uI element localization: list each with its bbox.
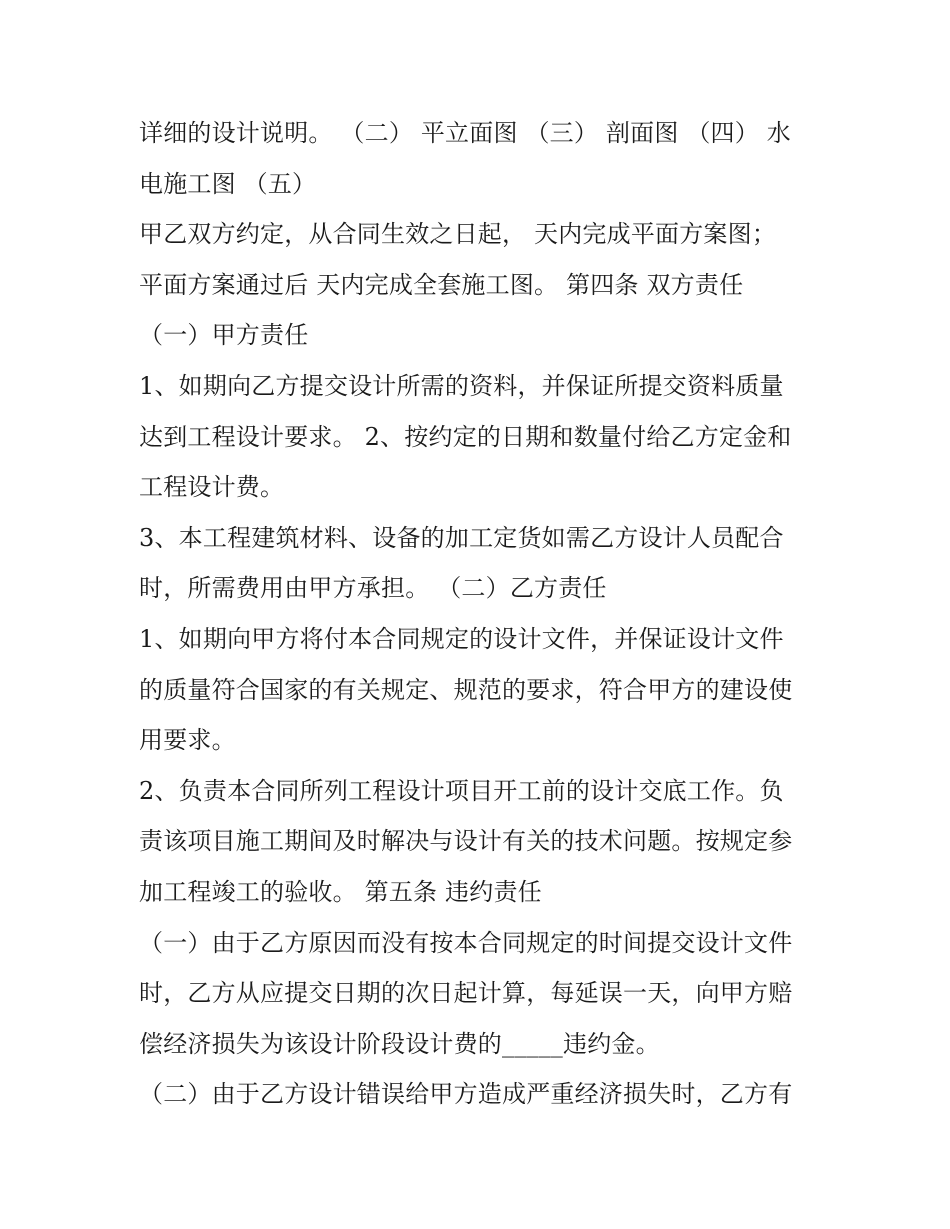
document-body — [139, 108, 829, 1120]
text-line: （二）由于乙方设计错误给甲方造成严重经济损失时，乙方有 — [139, 1080, 793, 1109]
text-line: 用要求。 — [139, 726, 236, 755]
text-line: 详细的设计说明。 （二） 平立面图 （三） 剖面图 （四） 水 — [139, 119, 791, 147]
text-line: 责该项目施工期间及时解决与设计有关的技术问题。按规定参 — [139, 827, 793, 856]
text-line: 平面方案通过后 天内完成全套施工图。 第四条 双方责任 — [139, 270, 744, 299]
text-line: 电施工图 （五） — [139, 169, 317, 198]
section-heading-party-a: （一）甲方责任 — [139, 321, 309, 350]
text-line: 3、本工程建筑材料、设备的加工定货如需乙方设计人员配合 — [139, 523, 784, 552]
text-line: 1、如期向乙方提交设计所需的资料，并保证所提交资料质量 — [139, 371, 784, 400]
text-line: 的质量符合国家的有关规定、规范的要求，符合甲方的建设使 — [139, 675, 793, 704]
text-line: （一）由于乙方原因而没有按本合同规定的时间提交设计文件 — [139, 928, 793, 957]
text-line: 加工程竣工的验收。 第五条 违约责任 — [139, 877, 542, 906]
text-line: 时，乙方从应提交日期的次日起计算，每延误一天，向甲方赔 — [139, 979, 793, 1008]
text-line: 工程设计费。 — [139, 473, 285, 502]
text-line: 2、负责本合同所列工程设计项目开工前的设计交底工作。负 — [139, 776, 784, 805]
text-line: 达到工程设计要求。 2、按约定的日期和数量付给乙方定金和 — [139, 422, 792, 451]
text-line: 1、如期向甲方将付本合同规定的设计文件，并保证设计文件 — [139, 624, 784, 653]
text-line: 偿经济损失为该设计阶段设计费的_____违约金。 — [139, 1029, 660, 1058]
text-line: 时，所需费用由甲方承担。 （二）乙方责任 — [139, 574, 607, 603]
text-line: 甲乙双方约定，从合同生效之日起， 天内完成平面方案图； — [139, 220, 777, 249]
